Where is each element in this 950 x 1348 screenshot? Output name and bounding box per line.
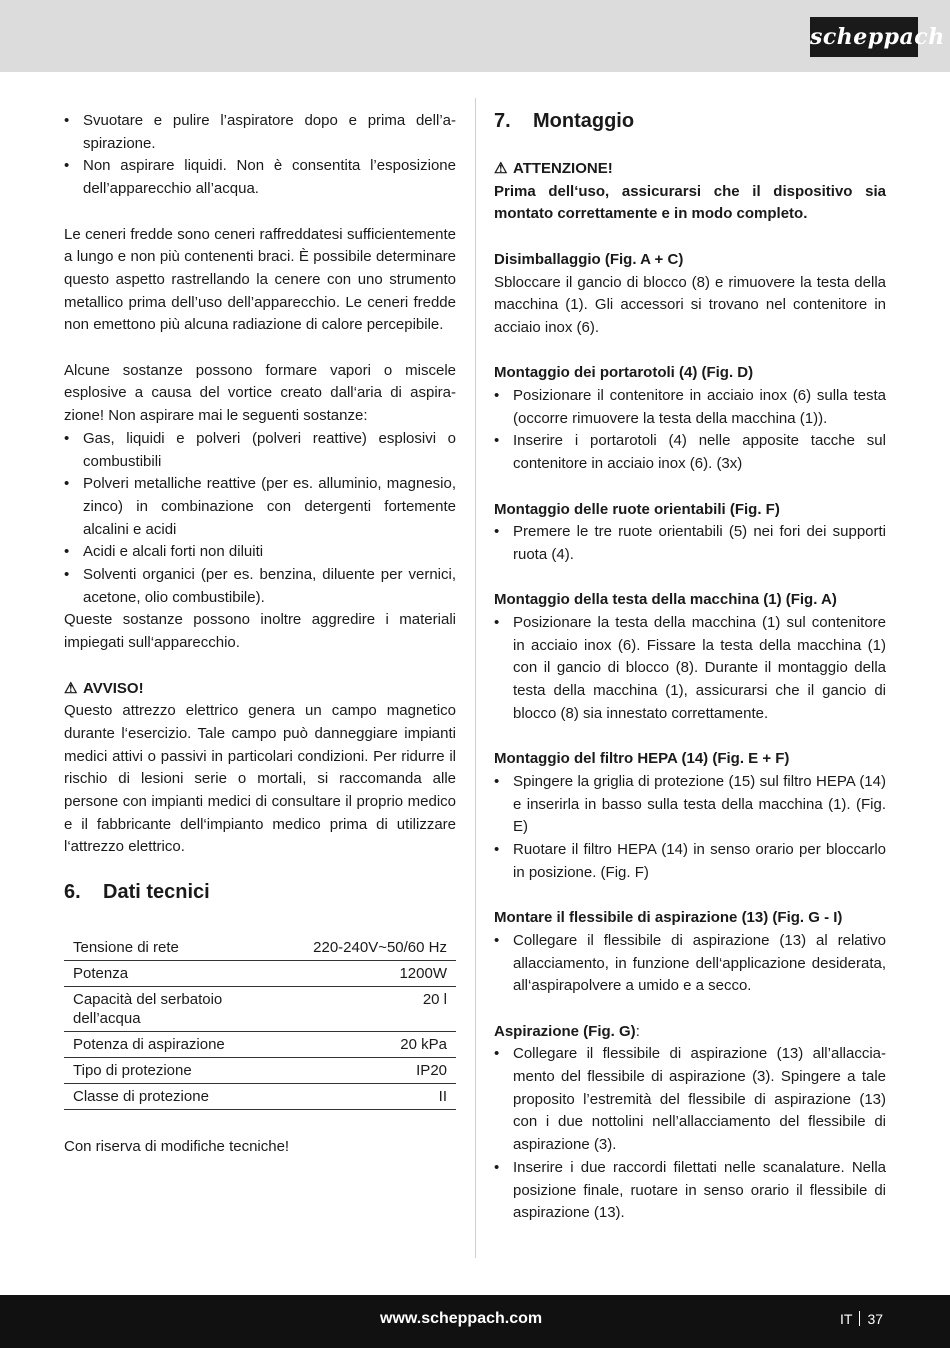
cold-ash-paragraph: Le ceneri fredde sono ceneri raffreddatesi sufficientemente a lungo e non più contenenti braci. È possibile determinare questo aspetto rastrellando la cenere con uno strumento metallico prima dell’uso dell’apparecchio. Le ceneri fredde non emettono più alcuna radiazione di calore percepibile. [64, 225, 456, 334]
hose-heading: Montare il flessibile di aspirazione (13) (Fig. G - I) [494, 909, 843, 927]
page-indicator: IT 37 [840, 1311, 884, 1327]
list-item: • Non aspirare liquidi. Non è consentita l’esposizione dell’apparecchio all’acqua. [64, 157, 456, 198]
right-column [494, 108, 886, 1225]
machine-head-heading: Montaggio della testa della macchina (1) (Fig. A) [494, 591, 837, 609]
wheels-list [494, 521, 886, 566]
machine-head-list [494, 612, 886, 726]
attention-text: Prima dell‘uso, assicurarsi che il dispositivo sia montato correttamente e in modo completo. [494, 182, 886, 223]
list-item: • Spingere la griglia di protezione (15) sul filtro HEPA (14) e inserirla in basso sulla testa della macchina (1). (Fig. E) [494, 772, 886, 836]
list-item: • Polveri metalliche reattive (per es. alluminio, magnesio, zinco) in combinazione con detergenti fortemente alcalini e acidi [64, 475, 456, 538]
list-item: • Svuotare e pulire l’aspiratore dopo e prima dell’aspirazione. [64, 112, 456, 152]
hose-list [494, 930, 886, 998]
page-header [0, 0, 950, 72]
list-item: • Posizionare il contenitore in acciaio inox (6) sulla testa (occorre rimuovere la testa della macchina (1)). [494, 387, 886, 427]
cleaning-list [64, 110, 456, 201]
technical-data-table [64, 935, 456, 1110]
brand-logo: scheppach [810, 17, 918, 57]
table-row: Capacità del serbatoio dell’acqua 20 l [64, 987, 456, 1032]
warning-heading: ⚠ AVVISO! [64, 678, 456, 701]
materials-paragraph: Queste sostanze possono inoltre aggredire i materiali impiegati sull‘apparecchio. [64, 611, 456, 652]
tool-holder-list [494, 385, 886, 476]
column-divider [475, 98, 476, 1258]
list-item: • Acidi e alcali forti non diluiti [64, 543, 264, 561]
page-footer [0, 1295, 950, 1348]
section-heading-montaggio: 7. Montaggio [494, 110, 635, 132]
table-row: Potenza 1200W [64, 961, 456, 987]
suction-heading: Aspirazione (Fig. G): [494, 1022, 640, 1040]
suction-list [494, 1043, 886, 1225]
list-item: • Collegare il flessibile di aspirazione (13) all’allacciamento del flessibile di aspirazione (3). Spingere a tale proposito l’estremità del flessibile di aspirazione (13) con i due nottolini nell’allacciamento del flessibile di aspirazione (3). [494, 1045, 886, 1154]
list-item: • Inserire i portarotoli (4) nelle apposite tacche sul contenitore in acciaio inox (6). (3x) [494, 432, 886, 473]
list-item: • Posizionare la testa della macchina (1) sul contenitore in acciaio inox (6). Fissare la testa della macchina (1) con il gancio di blocco (8). Durante il montaggio della testa della macchina (1), assicurarsi che il gancio di blocco (8) sia innestato correttamente. [494, 614, 886, 722]
left-column [64, 110, 456, 1159]
table-row: Tensione di rete 220-240V~50/60 Hz [64, 935, 456, 961]
hazard-paragraph: Alcune sostanze possono formare vapori o miscele esplosive a causa del vortice creato dall‘aria di aspirazione! Non aspirare mai le seguenti sostanze: [64, 361, 456, 425]
warning-triangle-icon: ⚠ [64, 679, 78, 697]
hepa-heading: Montaggio del filtro HEPA (14) (Fig. E + F) [494, 750, 790, 768]
section-heading-dati-tecnici: 6. Dati tecnici [64, 881, 210, 904]
table-row: Tipo di protezione IP20 [64, 1058, 456, 1084]
unpack-heading: Disimballaggio (Fig. A + C) [494, 250, 684, 268]
list-item: • Gas, liquidi e polveri (polveri reattive) esplosivi o combustibili [64, 429, 456, 470]
hazard-list [64, 428, 456, 610]
list-item: • Ruotare il filtro HEPA (14) in senso orario per bloccarlo in posizione. (Fig. F) [494, 841, 886, 881]
list-item: • Collegare il flessibile di aspirazione (13) al relativo allacciamento, in funzione dell‘applicazione desiderata, all‘aspirapolvere a umido e a secco. [494, 931, 886, 995]
list-item: • Solventi organici (per es. benzina, diluente per vernici, acetone, olio combustibile). [64, 566, 456, 606]
list-item: • Premere le tre ruote orientabili (5) nei fori dei supporti ruota (4). [494, 523, 886, 563]
wheels-heading: Montaggio delle ruote orientabili (Fig. F) [494, 500, 780, 518]
hepa-list [494, 771, 886, 885]
technical-changes-note: Con riserva di modifiche tecniche! [64, 1138, 290, 1156]
warning-triangle-icon: ⚠ [494, 160, 508, 177]
tool-holder-heading: Montaggio dei portarotoli (4) (Fig. D) [494, 364, 754, 382]
list-item: • Inserire i due raccordi filettati nelle scanalature. Nella posizione finale, ruotare in senso orario il flessibile di aspirazione (13). [494, 1158, 886, 1222]
table-row: Classe di protezione II [64, 1084, 456, 1110]
table-row: Potenza di aspirazione 20 kPa [64, 1032, 456, 1058]
website-link[interactable]: www.scheppach.com [380, 1310, 543, 1327]
attention-heading: ⚠ ATTENZIONE! [494, 158, 886, 181]
warning-text: Questo attrezzo elettrico genera un campo magnetico durante l‘esercizio. Tale campo può danneggiare impianti medici attivi o passivi in particolari condizioni. Per ridurre il rischio di lesioni serie o mortali, si raccomanda alle persone con impianti medici di consultare il proprio medico e il fabbricante dell‘impianto medico prima di utilizzare l‘attrezzo elettrico. [64, 702, 456, 856]
unpack-text: Sbloccare il gancio di blocco (8) e rimuovere la testa della macchina (1). Gli accessori si trovano nel contenitore in acciaio inox (6). [494, 273, 886, 336]
